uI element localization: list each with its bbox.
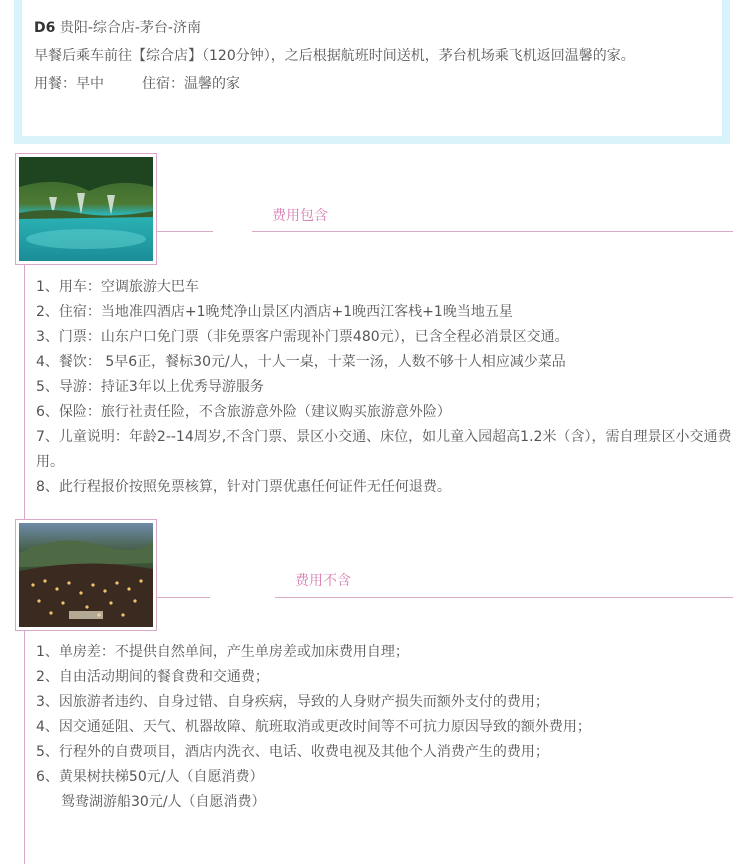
list-item: 1、用车：空调旅游大巴车 <box>36 279 199 295</box>
day-route: 贵阳-综合店-茅台-济南 <box>59 20 201 36</box>
list-item: 3、门票：山东户口免门票（非免票客户需现补门票480元），已含全程必消景区交通。 <box>36 329 569 345</box>
day-description: 早餐后乘车前往【综合店】（120分钟），之后根据航班时间送机，茅台机场乘飞机返回温馨的家。 <box>34 48 635 64</box>
excluded-divider-left <box>157 597 210 598</box>
list-item: 2、自由活动期间的餐食费和交通费； <box>36 669 269 685</box>
meals-value: 早中 <box>76 76 104 92</box>
excluded-divider-right <box>275 597 733 598</box>
excluded-title: 费用不含 <box>295 573 351 589</box>
list-item: 4、因交通延阻、天气、机器故障、航班取消或更改时间等不可抗力原因导致的额外费用； <box>36 719 591 735</box>
list-item-extra: 鸳鸯湖游船30元/人（自愿消费） <box>61 794 266 810</box>
lodging-value: 温馨的家 <box>184 76 240 92</box>
list-item: 6、保险：旅行社责任险，不含旅游意外险（建议购买旅游意外险） <box>36 404 451 420</box>
included-list <box>36 275 736 500</box>
day-title <box>34 14 710 42</box>
list-item: 3、因旅游者违约、自身过错、自身疾病，导致的人身财产损失而额外支付的费用； <box>36 694 549 710</box>
waterfall-lake-icon <box>19 157 153 261</box>
included-divider-right <box>252 231 733 232</box>
day-code: D6 <box>34 20 56 36</box>
list-item: 7、儿童说明：年龄2--14周岁,不含门票、景区小交通、床位，如儿童入园超高1.2米（含），需自理景区小交通费用。 <box>36 429 732 470</box>
included-divider-left <box>157 231 213 232</box>
list-item: 2、住宿：当地准四酒店+1晚梵净山景区内酒店+1晚西江客栈+1晚当地五星 <box>36 304 513 320</box>
list-item: 1、单房差：不提供自然单间，产生单房差或加床费用自理； <box>36 644 409 660</box>
list-item: 5、行程外的自费项目，酒店内洗衣、电话、收费电视及其他个人消费产生的费用； <box>36 744 549 760</box>
included-photo <box>15 153 157 265</box>
list-item: 5、导游：持证3年以上优秀导游服务 <box>36 379 264 395</box>
included-title: 费用包含 <box>272 208 328 224</box>
excluded-photo <box>15 519 157 631</box>
list-item: 8、此行程报价按照免票核算，针对门票优惠任何证件无任何退费。 <box>36 479 451 495</box>
day-card-inner <box>22 0 722 136</box>
lodging-label: 住宿： <box>142 76 184 92</box>
meal-lodging-line <box>34 70 710 98</box>
excluded-list <box>36 640 736 815</box>
miao-village-night-icon <box>19 523 153 627</box>
list-item: 6、黄果树扶梯50元/人（自愿消费） <box>36 769 264 785</box>
list-item: 4、餐饮： 5早6正，餐标30元/人，十人一桌，十菜一汤，人数不够十人相应减少菜品 <box>36 354 566 370</box>
day-card <box>14 0 730 144</box>
meals-label: 用餐： <box>34 76 76 92</box>
